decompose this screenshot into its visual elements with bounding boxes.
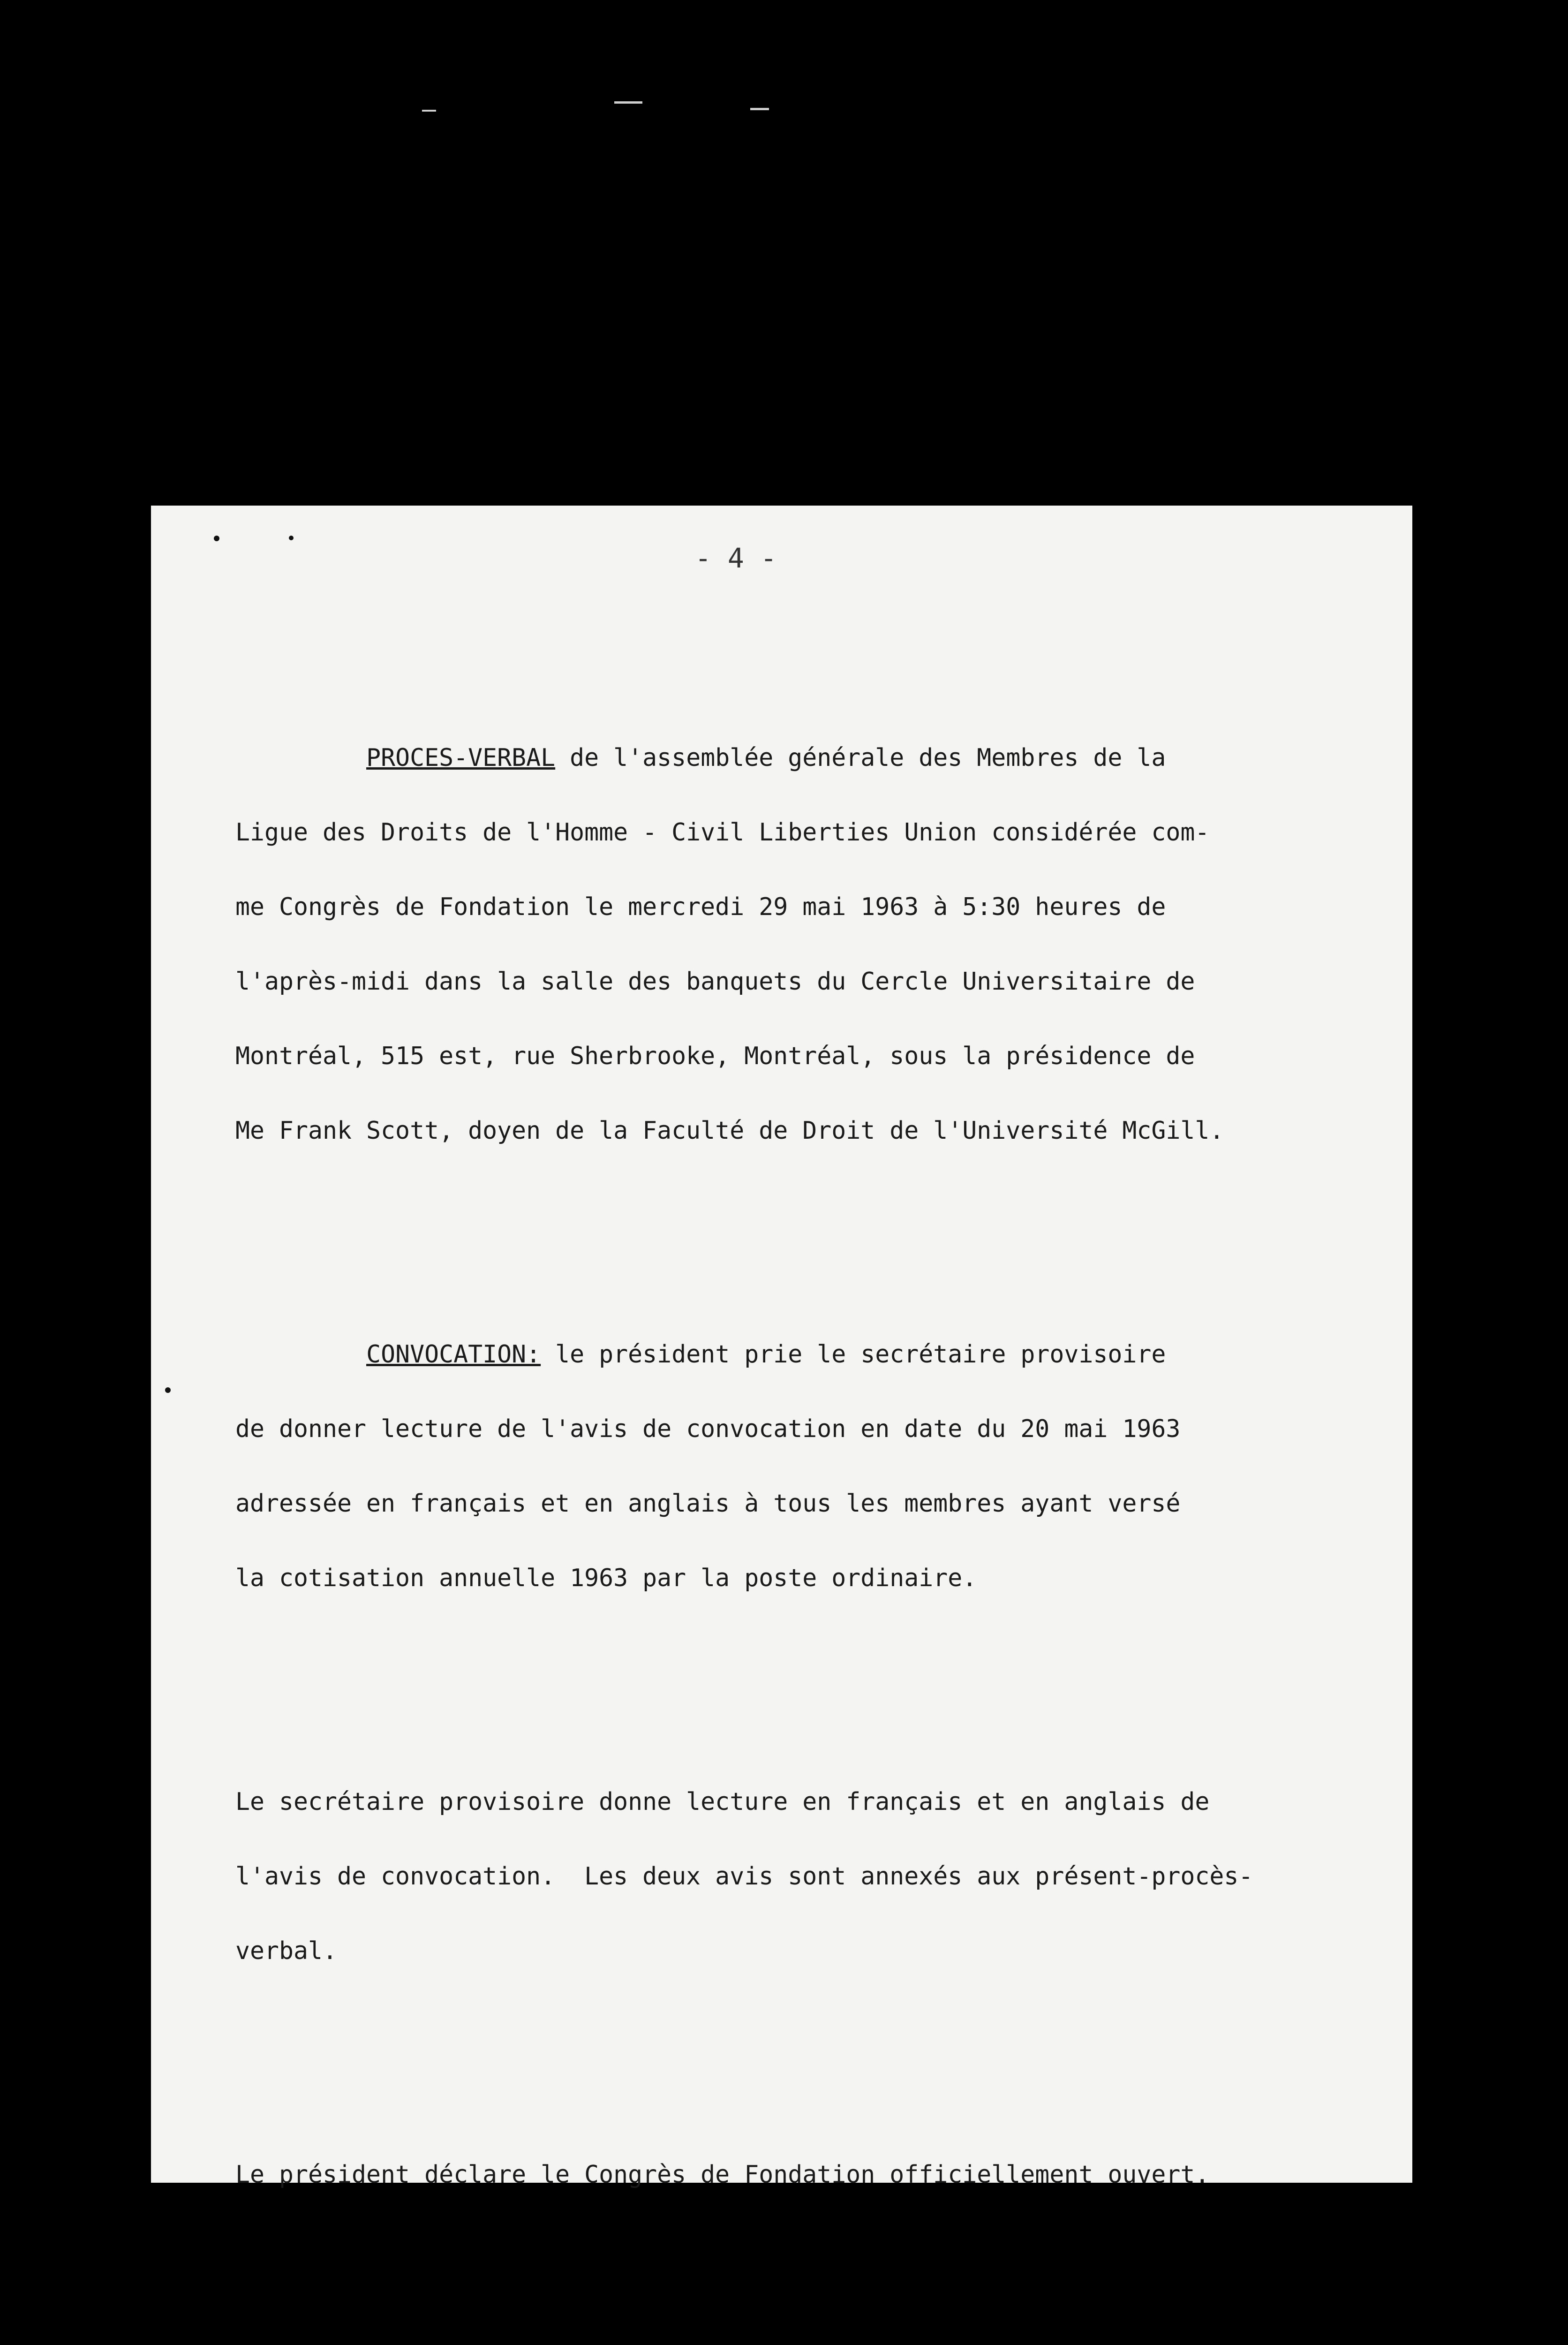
text-line: me Congrès de Fondation le mercredi 29 mai 1963 à 5:30 heures de	[235, 893, 1166, 921]
text-line: Le président déclare le Congrès de Fondation officiellement ouvert.	[235, 2161, 1210, 2189]
text-line: adressée en français et en anglais à tous les membres ayant versé	[235, 1490, 1181, 1518]
lead-heading: CONVOCATION:	[366, 1340, 541, 1369]
text-line: la cotisation annuelle 1963 par la poste ordinaire.	[235, 1564, 977, 1592]
film-speck	[750, 108, 769, 110]
text-line: PROCES-VERBAL de l'assemblée générale des Membres de la	[366, 744, 1166, 772]
document-page	[151, 506, 1412, 2189]
paragraph-convocation	[235, 1293, 1426, 1641]
paragraph-presences	[235, 2337, 1426, 2345]
text-line: Ligue des Droits de l'Homme - Civil Liberties Union considérée com-	[235, 818, 1210, 847]
paragraph-ouverture	[235, 2113, 1426, 2237]
text-line: l'après-midi dans la salle des banquets du Cercle Universitaire de	[235, 968, 1195, 996]
lead-heading: PROCES-VERBAL	[366, 744, 556, 772]
margin-dot	[289, 536, 294, 540]
text-line: Montréal, 515 est, rue Sherbrooke, Montréal, sous la présidence de	[235, 1042, 1195, 1070]
document-body	[235, 646, 1426, 2345]
paragraph-proces-verbal	[235, 696, 1426, 1193]
text-line: de donner lecture de l'avis de convocation en date du 20 mai 1963	[235, 1415, 1181, 1443]
margin-dot	[165, 1387, 171, 1393]
margin-dot	[214, 536, 219, 541]
text-line: CONVOCATION: le président prie le secrétaire provisoire	[366, 1340, 1166, 1369]
text-line: verbal.	[235, 1937, 338, 1965]
film-speck	[422, 110, 436, 112]
text-line: Le secrétaire provisoire donne lecture en français et en anglais de	[235, 1788, 1210, 1816]
page-number: - 4 -	[695, 542, 777, 574]
text-line: l'avis de convocation. Les deux avis sont annexés aux présent-procès-	[235, 1862, 1253, 1891]
text-line: Me Frank Scott, doyen de la Faculté de Droit de l'Université McGill.	[235, 1117, 1224, 1145]
paragraph-lecture-avis	[235, 1740, 1426, 2013]
film-speck	[614, 101, 642, 104]
